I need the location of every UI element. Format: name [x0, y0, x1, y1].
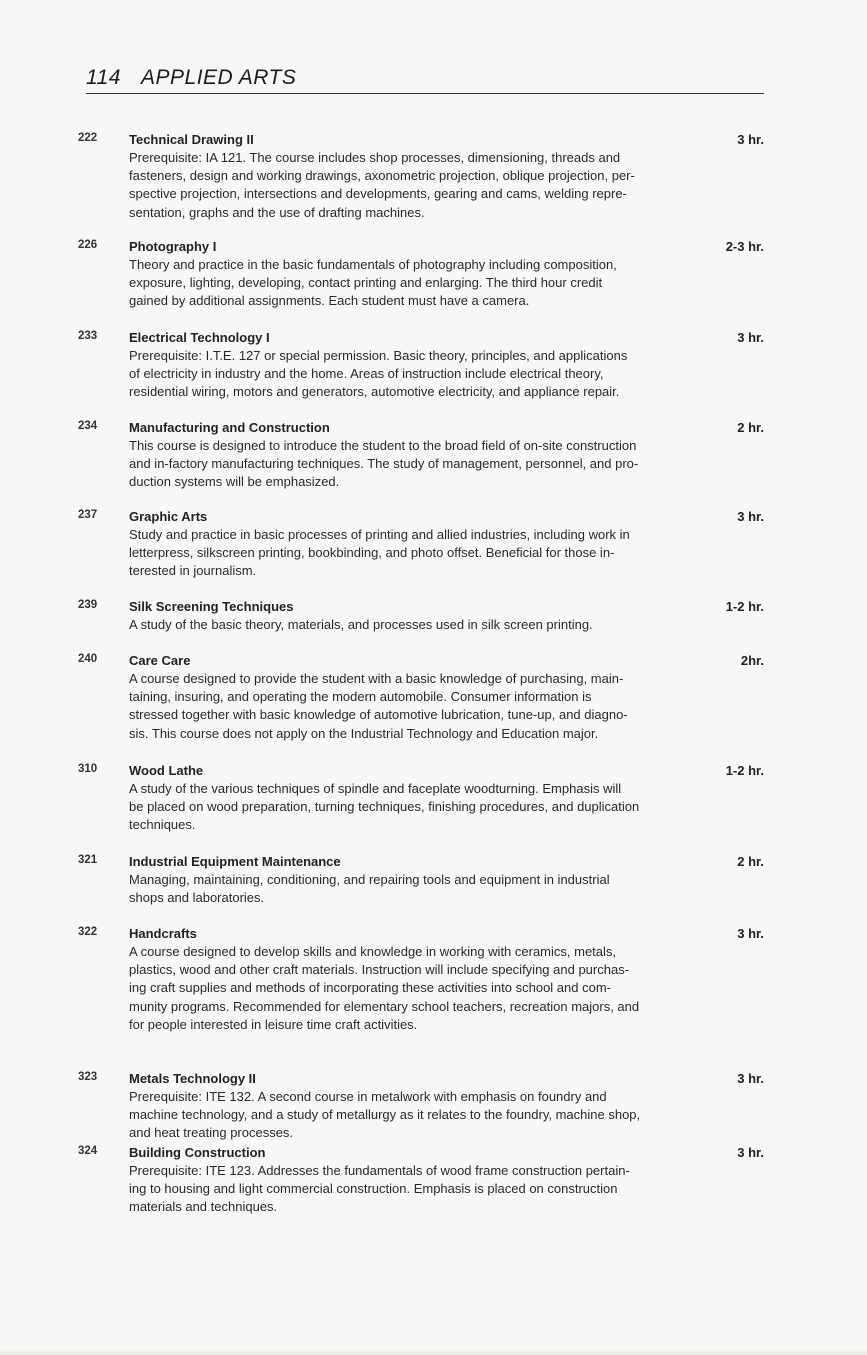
course-description: [129, 780, 764, 835]
course-description: [129, 149, 764, 222]
description-line: shops and laboratories.: [129, 890, 265, 906]
course-title: Industrial Equipment Maintenance: [129, 854, 341, 869]
section-title: APPLIED ARTS: [141, 66, 297, 89]
description-line: and heat treating processes.: [129, 1125, 294, 1141]
course-entry: [78, 762, 764, 835]
course-description: [129, 437, 764, 492]
course-hours: 3 hr.: [737, 1071, 764, 1086]
description-line: sentation, graphs and the use of drafting machines.: [129, 204, 425, 220]
description-line: A course designed to develop skills and knowledge in working with ceramics, metals,: [129, 944, 617, 959]
course-entry: [78, 925, 764, 1034]
description-line: Prerequisite: ITE 132. A second course in metalwork with emphasis on foundry and: [129, 1089, 607, 1104]
course-entry: [78, 598, 764, 634]
course-entry: [78, 329, 764, 402]
description-line: taining, insuring, and operating the modern automobile. Consumer information is: [129, 689, 592, 705]
course-description: [129, 871, 764, 907]
description-line: A study of the basic theory, materials, and processes used in silk screen printing.: [129, 617, 593, 632]
course-title-row: [129, 853, 764, 871]
course-hours: 3 hr.: [737, 926, 764, 941]
description-line: Managing, maintaining, conditioning, and repairing tools and equipment in industrial: [129, 872, 610, 887]
description-line: be placed on wood preparation, turning techniques, finishing procedures, and duplication: [129, 799, 640, 815]
course-entry: [78, 419, 764, 492]
description-line: A course designed to provide the student with a basic knowledge of purchasing, main-: [129, 671, 624, 686]
course-title: Graphic Arts: [129, 509, 208, 524]
course-title-row: [129, 598, 764, 616]
course-number: 222: [78, 132, 98, 144]
course-description: [129, 526, 764, 581]
course-hours: 1-2 hr.: [725, 599, 764, 614]
course-hours: 3 hr.: [737, 330, 764, 345]
course-title-row: [129, 1070, 764, 1088]
course-number: 324: [78, 1145, 98, 1157]
course-description: [129, 943, 764, 1034]
course-number: 240: [78, 653, 98, 665]
course-entry: [78, 131, 764, 222]
description-line: materials and techniques.: [129, 1199, 278, 1215]
course-title: Metals Technology II: [129, 1071, 256, 1086]
course-title-row: [129, 508, 764, 526]
course-entry: [78, 853, 764, 907]
course-hours: 3 hr.: [737, 509, 764, 524]
description-line: A study of the various techniques of spindle and faceplate woodturning. Emphasis will: [129, 781, 622, 796]
description-line: Prerequisite: I.T.E. 127 or special permission. Basic theory, principles, and applications: [129, 348, 628, 363]
course-title-row: [129, 1144, 764, 1162]
description-line: stressed together with basic knowledge of automotive lubrication, tune-up, and diagno-: [129, 707, 628, 723]
course-title-row: [129, 419, 764, 437]
description-line: techniques.: [129, 817, 196, 833]
course-number: 323: [78, 1071, 98, 1083]
course-title: Building Construction: [129, 1145, 266, 1160]
course-hours: 2hr.: [740, 653, 764, 668]
description-line: residential wiring, motors and generators, automotive electricity, and appliance repair.: [129, 384, 620, 400]
description-line: Prerequisite: ITE 123. Addresses the fundamentals of wood frame construction pertain-: [129, 1163, 630, 1178]
page-header: [86, 66, 764, 94]
course-title: Care Care: [129, 653, 191, 668]
course-hours: 1-2 hr.: [725, 763, 764, 778]
course-number: 321: [78, 854, 98, 866]
course-title-row: [129, 762, 764, 780]
course-entry: [78, 1144, 764, 1217]
page-number: 114: [86, 66, 121, 89]
course-number: 322: [78, 926, 98, 938]
course-number: 234: [78, 420, 98, 432]
description-line: ing craft supplies and methods of incorporating these activities into school and com-: [129, 980, 611, 996]
description-line: exposure, lighting, developing, contact printing and enlarging. The third hour credit: [129, 275, 603, 291]
description-line: spective projection, intersections and developments, gearing and cams, welding repre-: [129, 186, 627, 202]
course-description: [129, 1088, 764, 1143]
course-title: Photography I: [129, 239, 217, 254]
description-line: sis. This course does not apply on the Industrial Technology and Education major.: [129, 725, 599, 741]
course-description: [129, 347, 764, 402]
course-title-row: [129, 131, 764, 149]
course-hours: 2 hr.: [737, 420, 764, 435]
course-title-row: [129, 238, 764, 256]
description-line: plastics, wood and other craft materials. Instruction will include specifying and purchas-: [129, 962, 630, 978]
course-title: Manufacturing and Construction: [129, 420, 330, 435]
description-line: of electricity in industry and the home. Areas of instruction include electrical theory,: [129, 366, 604, 382]
course-title: Electrical Technology I: [129, 330, 270, 345]
course-number: 233: [78, 330, 98, 342]
description-line: munity programs. Recommended for elementary school teachers, recreation majors, and: [129, 998, 640, 1014]
course-hours: 3 hr.: [737, 1145, 764, 1160]
course-title-row: [129, 652, 764, 670]
course-entry: [78, 652, 764, 743]
description-line: fasteners, design and working drawings, axonometric projection, oblique projection, per-: [129, 168, 635, 184]
description-line: and in-factory manufacturing techniques. The study of management, personnel, and pro-: [129, 456, 639, 472]
description-line: gained by additional assignments. Each student must have a camera.: [129, 293, 530, 309]
course-hours: 3 hr.: [737, 132, 764, 147]
course-entry: [78, 238, 764, 311]
course-entry: [78, 508, 764, 581]
course-title-row: [129, 925, 764, 943]
description-line: for people interested in leisure time craft activities.: [129, 1016, 418, 1032]
description-line: letterpress, silkscreen printing, bookbinding, and photo offset. Beneficial for those in-: [129, 545, 615, 561]
description-line: duction systems will be emphasized.: [129, 474, 340, 490]
course-title: Wood Lathe: [129, 763, 204, 778]
course-number: 237: [78, 509, 98, 521]
description-line: This course is designed to introduce the student to the broad field of on-site construction: [129, 438, 637, 453]
course-title: Technical Drawing II: [129, 132, 254, 147]
description-line: terested in journalism.: [129, 563, 257, 579]
course-hours: 2 hr.: [737, 854, 764, 869]
course-title-row: [129, 329, 764, 347]
page-edge: [0, 1349, 867, 1355]
description-line: ing to housing and light commercial construction. Emphasis is placed on construction: [129, 1181, 618, 1197]
description-line: Study and practice in basic processes of printing and allied industries, including work in: [129, 527, 630, 542]
course-number: 226: [78, 239, 98, 251]
description-line: Theory and practice in the basic fundamentals of photography including composition,: [129, 257, 617, 272]
course-hours: 2-3 hr.: [725, 239, 764, 254]
course-description: [129, 1162, 764, 1217]
course-number: 310: [78, 763, 98, 775]
description-line: Prerequisite: IA 121. The course includes shop processes, dimensioning, threads and: [129, 150, 621, 165]
course-description: [129, 256, 764, 311]
course-title: Handcrafts: [129, 926, 197, 941]
course-description: [129, 616, 764, 634]
course-entry: [78, 1070, 764, 1143]
course-title: Silk Screening Techniques: [129, 599, 294, 614]
course-description: [129, 670, 764, 743]
description-line: machine technology, and a study of metallurgy as it relates to the foundry, machine shop,: [129, 1107, 641, 1123]
course-number: 239: [78, 599, 98, 611]
